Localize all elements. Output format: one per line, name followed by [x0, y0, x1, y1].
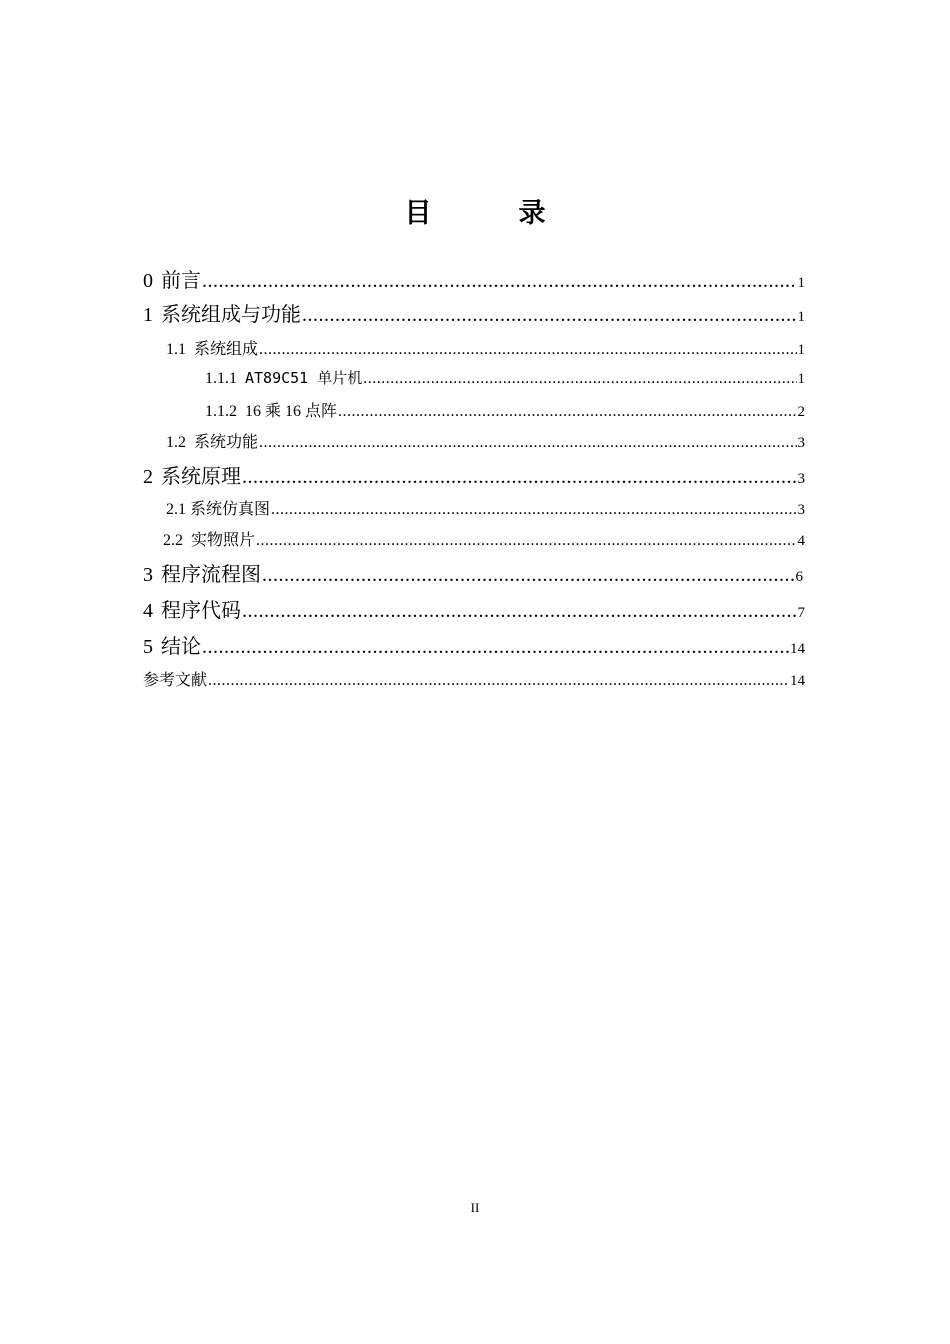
- toc-entry-label: 前言: [161, 270, 201, 292]
- toc-entry-page: 1: [797, 275, 805, 291]
- toc-leader-dots: [271, 501, 796, 519]
- page-number: II: [470, 1200, 480, 1215]
- toc-leader-dots: [256, 532, 796, 550]
- toc-entry-label: 实物照片: [191, 532, 256, 549]
- toc-entry-number: 0: [143, 270, 153, 292]
- toc-leader-dots: [208, 672, 789, 690]
- toc-entry-page: 2: [797, 404, 805, 420]
- toc-entry-page: 3: [797, 471, 805, 487]
- toc-entry-number: 1.1.1: [205, 370, 237, 387]
- toc-entry-page: 7: [797, 605, 805, 621]
- toc-leader-dots: [259, 434, 796, 452]
- toc-entry-page: 1: [797, 371, 805, 387]
- toc-entry-number: 3: [143, 564, 153, 586]
- toc-entry[interactable]: [143, 298, 805, 327]
- toc-entry-page: 1: [797, 342, 805, 358]
- toc-entry-label: AT89C51 单片机: [245, 369, 363, 387]
- toc-leader-dots: [202, 636, 789, 659]
- toc-entry-number: 4: [143, 600, 153, 622]
- toc-entry-number: 2: [143, 466, 153, 488]
- toc-entry[interactable]: [163, 527, 805, 550]
- toc-entry-label: 参考文献: [143, 672, 208, 689]
- toc-entry-number: 5: [143, 636, 153, 658]
- toc-entry-page: 14: [790, 641, 805, 657]
- toc-leader-dots: [262, 564, 795, 587]
- toc-leader-dots: [259, 341, 796, 359]
- toc-entry-number: 1.1.2: [205, 403, 237, 420]
- toc-entry-number: 1: [143, 304, 153, 326]
- toc-title: 目 录: [404, 198, 576, 229]
- toc-entry-page: 6: [795, 569, 803, 585]
- toc-entry-label: 系统原理: [161, 466, 241, 488]
- toc-entry-page: 14: [790, 673, 805, 689]
- toc-entry-page: 1: [797, 309, 805, 325]
- toc-entry[interactable]: [143, 667, 805, 690]
- toc-entry[interactable]: [205, 398, 805, 421]
- toc-leader-dots: [202, 270, 797, 293]
- toc-entry-label: 系统组成: [194, 341, 259, 358]
- toc-entry-label: 程序代码: [161, 600, 241, 622]
- toc-entry-label: 程序流程图: [161, 564, 261, 586]
- toc-entry[interactable]: [166, 429, 805, 452]
- toc-entry-label: 系统组成与功能: [161, 304, 301, 326]
- toc-entry-number: 2.2: [163, 532, 183, 549]
- toc-leader-dots: [302, 304, 797, 327]
- toc-entry-number: 1.1: [166, 341, 186, 358]
- toc-entry[interactable]: [143, 264, 805, 293]
- toc-leader-dots: [242, 600, 797, 623]
- toc-entry[interactable]: [166, 336, 805, 359]
- toc-entry[interactable]: [143, 594, 805, 623]
- toc-entry-number: 2.1: [166, 501, 186, 518]
- toc-entry-number: 1.2: [166, 434, 186, 451]
- toc-entry-label: 结论: [161, 636, 201, 658]
- toc-entry-label: 系统仿真图: [190, 501, 271, 518]
- toc-leader-dots: [363, 370, 796, 388]
- toc-entry-page: 3: [797, 502, 805, 518]
- toc-entry-label: 系统功能: [194, 434, 259, 451]
- toc-entry-page: 4: [797, 533, 805, 549]
- toc-entry[interactable]: [205, 367, 805, 388]
- toc-entry-page: 3: [797, 435, 805, 451]
- toc-entry[interactable]: [143, 630, 805, 659]
- toc-leader-dots: [242, 466, 797, 489]
- toc-leader-dots: [338, 403, 796, 421]
- toc-entry[interactable]: [143, 558, 803, 587]
- toc-entry[interactable]: [143, 460, 805, 489]
- toc-entry[interactable]: [166, 496, 805, 519]
- toc-entry-label: 16 乘 16 点阵: [245, 403, 338, 420]
